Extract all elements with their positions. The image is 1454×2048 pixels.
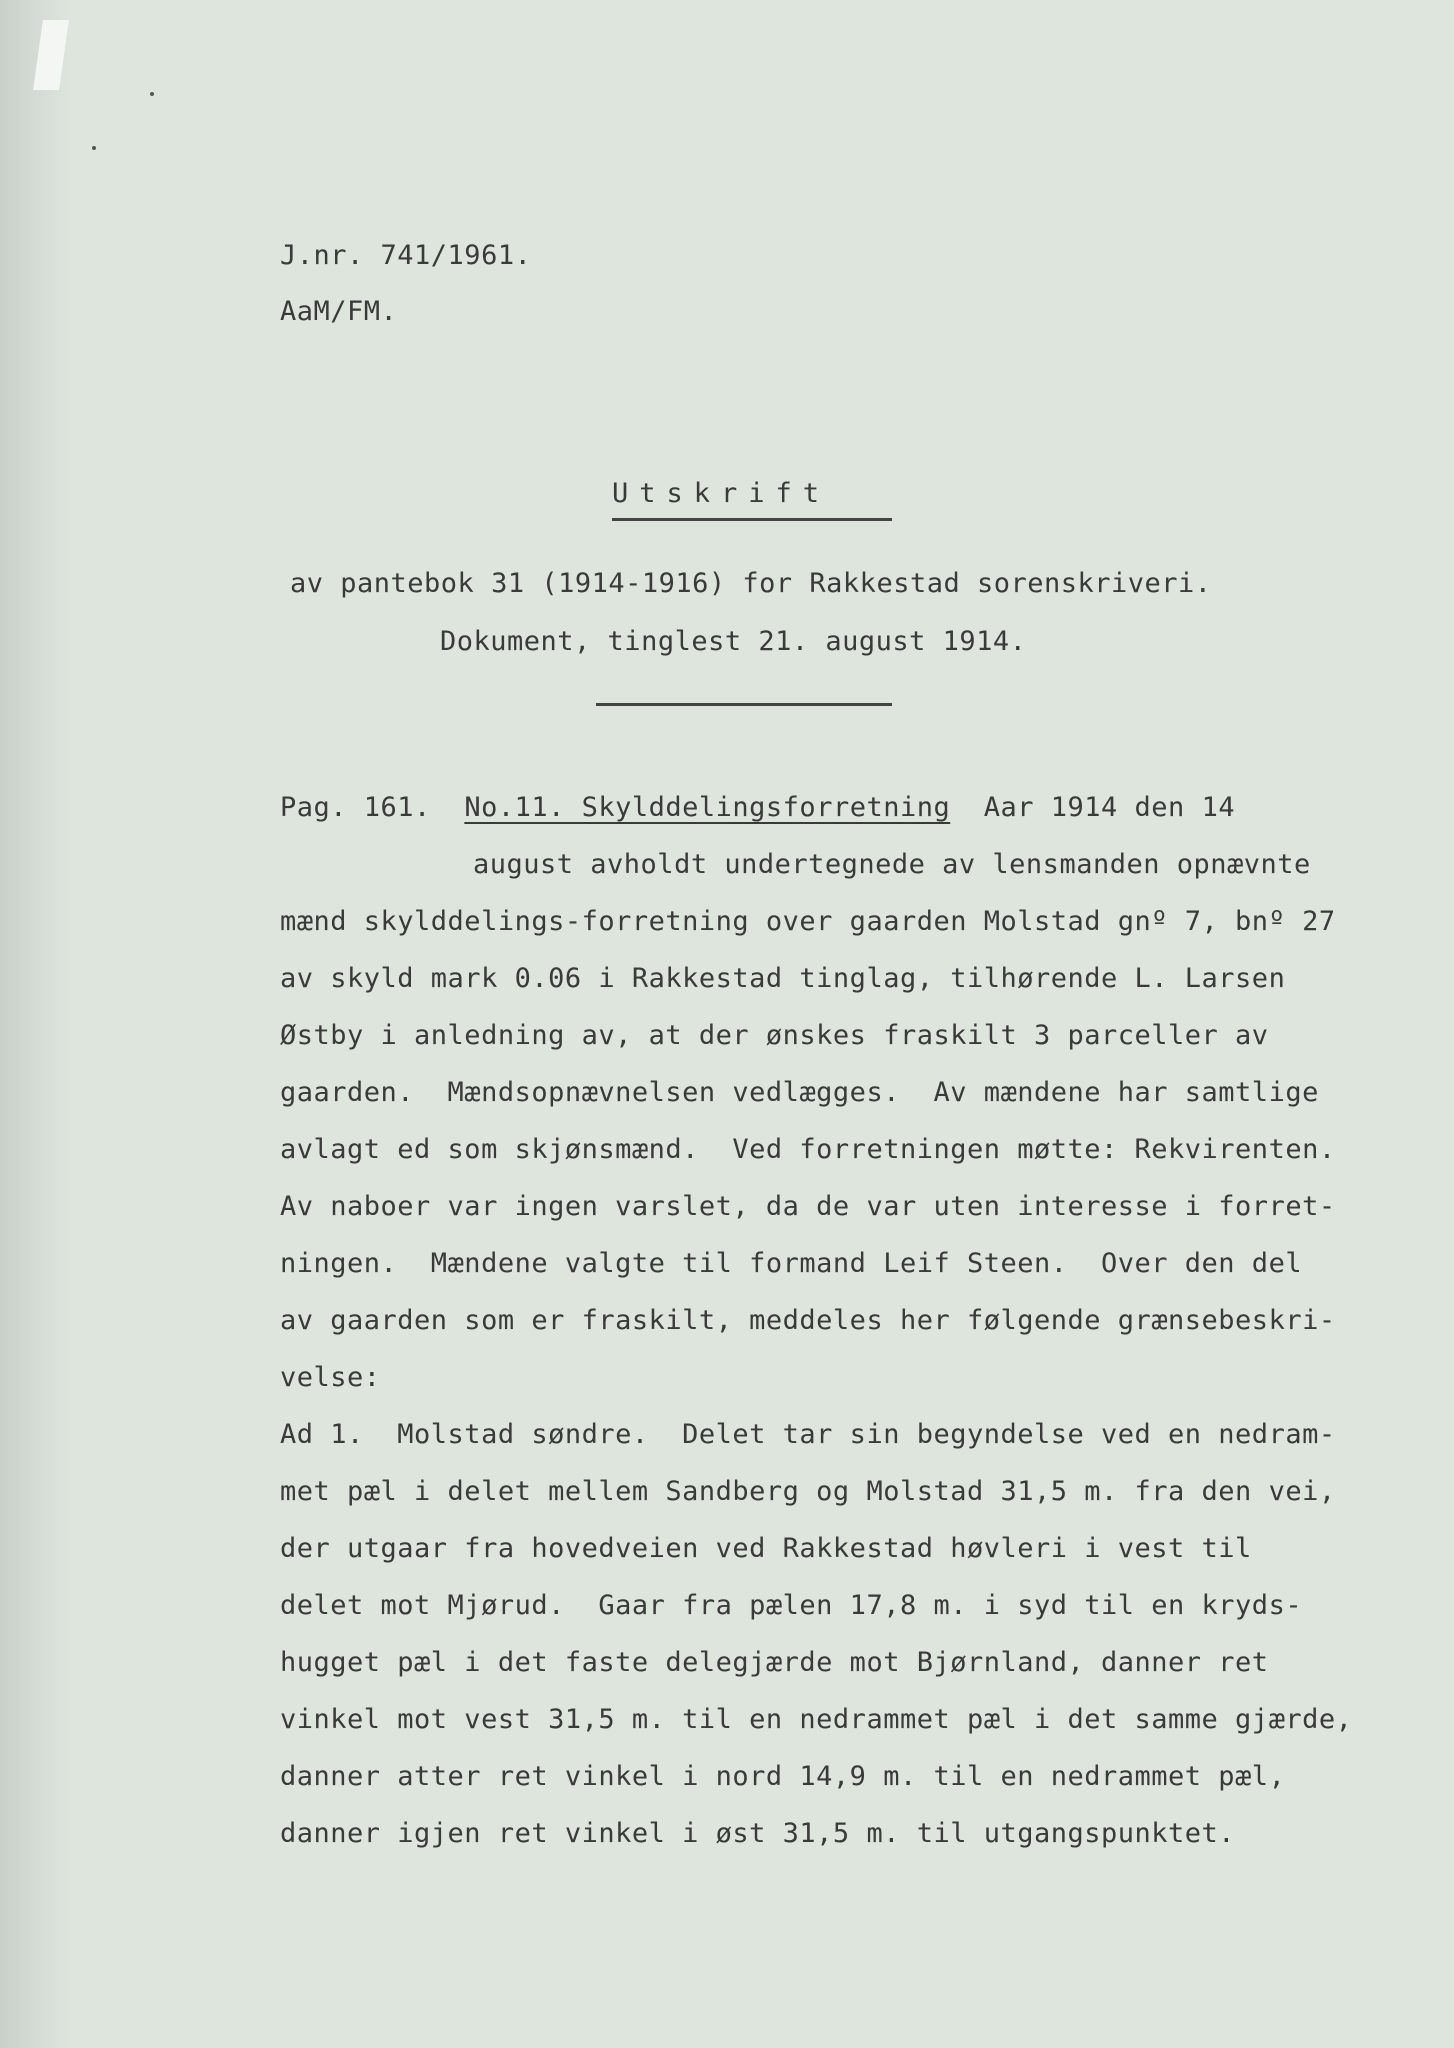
- title-underline: [612, 518, 892, 521]
- entry-heading: No.11. Skylddelingsforretning: [464, 792, 951, 823]
- body-line: Østby i anledning av, at der ønskes fraskilt 3 parceller av: [280, 1020, 1269, 1051]
- speck: [150, 92, 154, 96]
- body-first-line: [280, 792, 1235, 823]
- page-reference: Pag. 161.: [280, 792, 431, 823]
- body-line: avlagt ed som skjønsmænd. Ved forretningen møtte: Rekvirenten.: [280, 1134, 1336, 1165]
- speck: [92, 146, 96, 150]
- entry-date-start: Aar 1914 den 14: [983, 792, 1236, 823]
- body-line: danner atter ret vinkel i nord 14,9 m. til en nedrammet pæl,: [280, 1761, 1286, 1792]
- body-line: delet mot Mjørud. Gaar fra pælen 17,8 m. i syd til en kryds-: [280, 1590, 1303, 1621]
- subtitle-line-2: Dokument, tinglest 21. august 1914.: [440, 626, 1027, 657]
- journal-number: J.nr. 741/1961.: [280, 240, 532, 271]
- body-line: Ad 1. Molstad søndre. Delet tar sin begyndelse ved en nedram-: [280, 1419, 1336, 1450]
- body-line: velse:: [280, 1362, 381, 1393]
- body-line: hugget pæl i det faste delegjærde mot Bjørnland, danner ret: [280, 1647, 1269, 1678]
- body-line: vinkel mot vest 31,5 m. til en nedrammet pæl i det samme gjærde,: [280, 1704, 1353, 1735]
- body-line: august avholdt undertegnede av lensmanden opnævnte: [473, 849, 1311, 880]
- body-line: av skyld mark 0.06 i Rakkestad tinglag, tilhørende L. Larsen: [280, 963, 1286, 994]
- body-line: av gaarden som er fraskilt, meddeles her følgende grænsebeskri-: [280, 1305, 1336, 1336]
- document-title: Utskrift: [612, 478, 831, 509]
- section-divider: [596, 703, 892, 706]
- page-left-edge: [0, 0, 70, 2048]
- body-line: gaarden. Mændsopnævnelsen vedlægges. Av mændene har samtlige: [280, 1077, 1319, 1108]
- reference-initials: AaM/FM.: [280, 296, 398, 327]
- body-line: mænd skylddelings-forretning over gaarden Molstad gnº 7, bnº 27: [280, 906, 1336, 937]
- body-line: Av naboer var ingen varslet, da de var uten interesse i forret-: [280, 1191, 1336, 1222]
- body-line: met pæl i delet mellem Sandberg og Molstad 31,5 m. fra den vei,: [280, 1476, 1336, 1507]
- body-line: ningen. Mændene valgte til formand Leif Steen. Over den del: [280, 1248, 1303, 1279]
- body-line: danner igjen ret vinkel i øst 31,5 m. til utgangspunktet.: [280, 1818, 1236, 1849]
- body-line: der utgaar fra hovedveien ved Rakkestad høvleri i vest til: [280, 1533, 1252, 1564]
- subtitle-line-1: av pantebok 31 (1914-1916) for Rakkestad sorenskriveri.: [290, 568, 1212, 599]
